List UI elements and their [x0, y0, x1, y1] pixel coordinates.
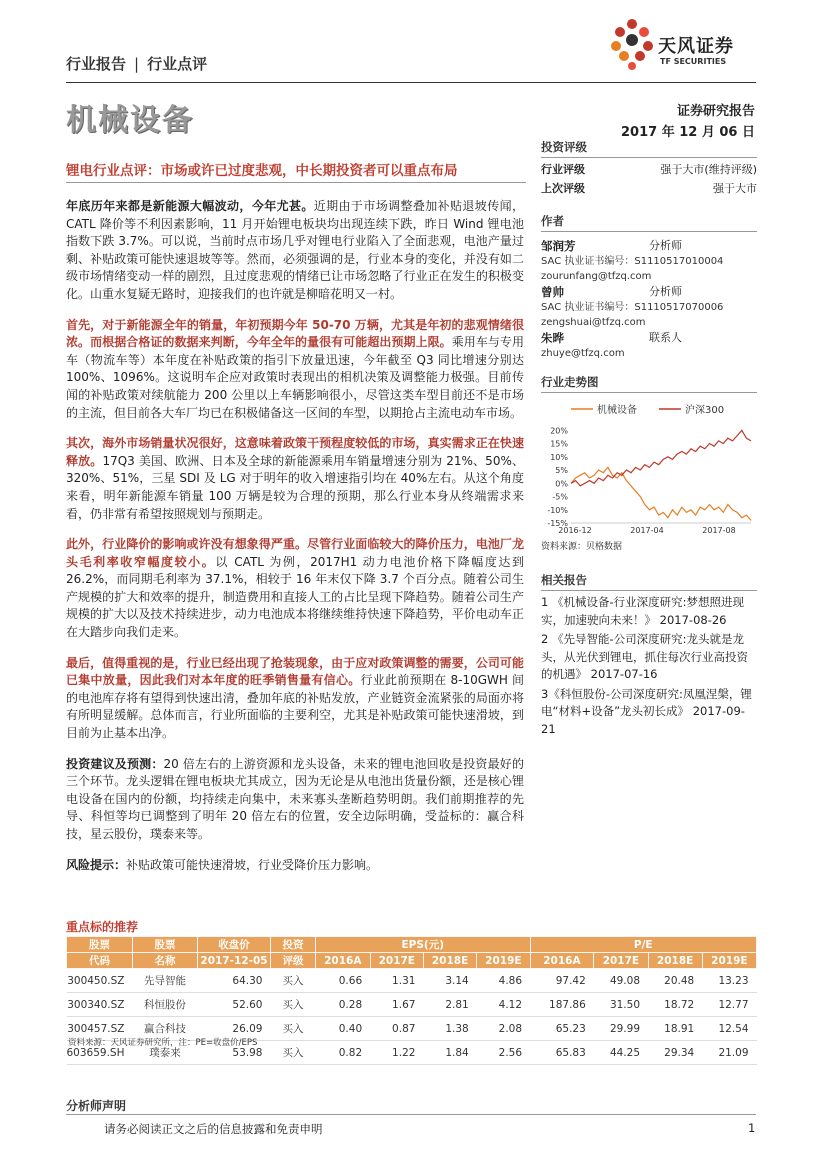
paragraph-text: 补贴政策可能快速滑坡，行业受降价压力影响。	[126, 857, 379, 872]
trend-chart	[541, 397, 757, 537]
col-subheader: 2017-12-05	[197, 953, 270, 969]
col-subheader: 2017E	[370, 953, 423, 969]
rating-value: 强于大市	[713, 182, 757, 195]
col-header-pe: P/E	[530, 937, 756, 953]
related-report-item[interactable]: 1 《机械设备-行业深度研究:梦想照进现实，加速驶向未来！》 2017-08-26	[541, 595, 744, 627]
disclaimer-heading: 分析师声明	[66, 1099, 127, 1113]
legend-label: 机械设备	[597, 405, 637, 416]
author-email[interactable]: zengshuai@tfzq.com	[541, 317, 646, 328]
col-subheader: 2016A	[530, 953, 594, 969]
col-subheader: 评级	[270, 953, 315, 969]
sector-title: 机械设备	[66, 103, 194, 138]
table-cell: 65.83	[530, 1041, 594, 1065]
x-tick-label: 2016-12	[558, 526, 592, 535]
y-tick-label: -10%	[547, 505, 568, 515]
series-line	[571, 430, 751, 486]
table-cell: 29.34	[648, 1041, 702, 1065]
author-section	[541, 213, 757, 361]
paragraph-emphasis: 首先，对于新能源全年的销量，年初预期今年 50-70 万辆，尤其是年初的悲观情绪很浓。而根据合格证的数据来判断，今年全年的量很有可能超出预期上限。	[66, 317, 524, 350]
table-cell: 买入	[270, 1041, 315, 1065]
author-card	[541, 238, 757, 284]
table-cell: 0.87	[370, 1017, 423, 1041]
author-email[interactable]: zourunfang@tfzq.com	[541, 271, 652, 282]
author-name: 朱晔	[541, 331, 564, 345]
body-paragraph	[66, 536, 524, 642]
col-subheader: 2018E	[423, 953, 476, 969]
table-cell: 31.50	[594, 993, 648, 1017]
table-cell: 赢合科技	[132, 1017, 197, 1041]
table-cell: 4.86	[477, 969, 530, 993]
legend-label: 沪深300	[685, 405, 725, 416]
y-tick-label: 10%	[550, 452, 568, 462]
table-cell: 3.14	[423, 969, 476, 993]
table-cell: 18.91	[648, 1017, 702, 1041]
paragraph-emphasis: 此外，行业降价的影响或许没有想象得严重。尽管行业面临较大的降价压力，电池厂龙头毛利率收窄幅度较小。	[66, 537, 524, 569]
paragraph-emphasis: 最后，值得重视的是，行业已经出现了抢装现象，由于应对政策调整的需要，公司可能已集中放量，因此我们对本年度的旺季销售量有信心。	[66, 655, 524, 688]
table-cell: 0.28	[315, 993, 370, 1017]
table-cell: 44.25	[594, 1041, 648, 1065]
author-sac: SAC 执业证书编号：S1110517070006	[541, 302, 724, 313]
footer-notice: 请务必阅读正文之后的信息披露和免责申明	[104, 1122, 323, 1136]
table-cell: 1.38	[423, 1017, 476, 1041]
table-cell: 300457.SZ	[67, 1017, 133, 1041]
table-cell: 52.60	[197, 993, 270, 1017]
paragraph-text: 17Q3 美国、欧洲、日本及全球的新能源乘用车销量增速分别为 21%、50%、320%、51%，三星 SDI 及 LG 对于明年的收入增速指引均在 40%左右。从这个角度来看，明年新能源车销量 100 万辆是较为合理的预期，那么行业本身从终端需求来看，仍非常有希望按照规划与预期走。	[66, 453, 524, 521]
category-separator: |	[134, 55, 140, 73]
report-category	[66, 53, 207, 74]
table-cell: 2.08	[477, 1017, 530, 1041]
paragraph-text: 以 CATL 为例，2017H1 动力电池价格下降幅度达到 26.2%，而同期毛利率为 37.1%，相较于 16 年末仅下降 3.7 个百分点。随着公司生产规模的扩大和效率的提升，制造费用和直接人工的占比呈现下降趋势。随着公司生产规模的扩大以及技术持续进步，动力电池成本将继续维持快速下降趋势，平价电动车正在大踏步向我们走来。	[66, 554, 524, 640]
paragraph-emphasis: 其次，海外市场销量状况很好，这意味着政策干预程度较低的市场，真实需求正在快速释放。	[66, 436, 524, 468]
paragraph-lead: 风险提示：	[66, 857, 127, 872]
header-divider	[66, 82, 756, 83]
author-role: 分析师	[649, 285, 682, 298]
rating-value: 强于大市(维持评级)	[660, 163, 757, 176]
paragraph-lead: 投资建议及预测：	[66, 756, 164, 771]
table-cell: 0.66	[315, 969, 370, 993]
rating-key: 上次评级	[541, 182, 585, 195]
table-cell: 300450.SZ	[67, 969, 133, 993]
table-row	[67, 969, 757, 993]
table-header-row	[67, 953, 757, 969]
table-cell: 1.67	[370, 993, 423, 1017]
col-header: 投资	[270, 937, 315, 953]
author-name: 邹润芳	[541, 239, 576, 253]
table-cell: 买入	[270, 1017, 315, 1041]
table-cell: 买入	[270, 969, 315, 993]
col-subheader: 2016A	[315, 953, 370, 969]
table-header-row	[67, 937, 757, 953]
table-cell: 先导智能	[132, 969, 197, 993]
rating-key: 行业评级	[541, 163, 585, 176]
table-cell: 4.12	[477, 993, 530, 1017]
rating-heading: 投资评级	[541, 139, 757, 158]
y-tick-label: -15%	[547, 519, 568, 528]
col-subheader: 2017E	[594, 953, 648, 969]
related-report-item[interactable]: 3《科恒股份-公司深度研究:凤凰涅槃，锂电“材料+设备”龙头初长成》 2017-09-21	[541, 686, 752, 736]
table-cell: 科恒股份	[132, 993, 197, 1017]
table-cell: 璞泰来	[132, 1041, 197, 1065]
y-tick-label: 20%	[550, 426, 568, 436]
body-paragraph	[66, 435, 524, 523]
col-header: 股票	[132, 937, 197, 953]
col-header: 股票	[67, 937, 133, 953]
logo-text-cn: 天风证券	[658, 36, 734, 57]
body-paragraph	[66, 317, 524, 423]
title-divider	[66, 182, 526, 183]
footer-divider	[66, 1114, 756, 1115]
table-cell: 0.82	[315, 1041, 370, 1065]
related-section	[541, 572, 757, 738]
table-cell: 187.86	[530, 993, 594, 1017]
rating-section	[541, 139, 757, 198]
table-title: 重点标的推荐	[66, 920, 139, 934]
col-header: 收盘价	[197, 937, 270, 953]
table-cell: 20.48	[648, 969, 702, 993]
table-cell: 18.72	[648, 993, 702, 1017]
paragraph-text: 近期由于市场调整叠加补贴退坡传闻，CATL 降价等不利因素影响，11 月开始锂电板块均出现连续下跌，昨日 Wind 锂电池指数下跌 3.7%。可以说，当前时点市场几乎对锂电行业陷入了全面悲观，电池产量过剩、补贴政策可能快速退坡等等。然而，必须强调的是，行业本身的变化，并没有如二级市场情绪变动一样的剧烈，且过度悲观的情绪已让市场忽略了行业正在发生的积极变化。山重水复疑无路时，迎接我们的也许就是柳暗花明又一村。	[66, 199, 524, 301]
logo-mark-icon	[608, 14, 656, 72]
report-title: 锂电行业点评：市场或许已过度悲观，中长期投资者可以重点布局	[66, 163, 458, 179]
paragraph-lead: 年底历年来都是新能源大幅波动，今年尤甚。	[66, 199, 314, 213]
company-logo	[608, 14, 758, 74]
table-cell: 12.54	[702, 1017, 756, 1041]
table-cell: 21.09	[702, 1041, 756, 1065]
y-tick-label: 15%	[550, 439, 568, 449]
table-source-note: 资料来源：天风证券研究所，注：PE=收盘价/EPS	[68, 1038, 258, 1048]
series-line	[571, 467, 751, 520]
body-paragraph	[66, 198, 524, 304]
table-cell: 26.09	[197, 1017, 270, 1041]
subcategory-label: 行业点评	[147, 55, 208, 73]
author-role: 分析师	[649, 239, 682, 252]
col-subheader: 2018E	[648, 953, 702, 969]
table-cell: 603659.SH	[67, 1041, 133, 1065]
table-cell: 13.23	[702, 969, 756, 993]
table-cell: 1.22	[370, 1041, 423, 1065]
trend-section	[541, 374, 757, 552]
author-card	[541, 284, 757, 330]
table-cell: 2.56	[477, 1041, 530, 1065]
author-name: 曾帅	[541, 285, 564, 299]
table-cell: 49.08	[594, 969, 648, 993]
x-tick-label: 2017-08	[702, 526, 736, 535]
paragraph-text: 乘用车与专用车（物流车等）本年度在补贴政策的指引下放量迅速，今年截至 Q3 同比增速分别达 100%、1096%。这说明车企应对政策时表现出的相机决策及调整能力极强。目前传闻的补贴政策对续航能力 200 公里以上车辆影响很小，尽管这类车型目前还不是市场的主流，但目前各大车厂均已在积极储备这一区间的车型，以期抢占主流电动车市场。	[66, 335, 524, 420]
rating-row-current	[541, 160, 757, 179]
report-type: 证券研究报告	[676, 104, 755, 119]
table-cell: 1.31	[370, 969, 423, 993]
y-tick-label: 5%	[555, 466, 568, 476]
col-subheader: 代码	[67, 953, 133, 969]
body-paragraph	[66, 857, 524, 875]
table-cell: 53.98	[197, 1041, 270, 1065]
body-paragraph	[66, 756, 524, 844]
author-card	[541, 330, 757, 361]
rating-row-previous	[541, 179, 757, 198]
table-cell: 12.77	[702, 993, 756, 1017]
table-cell: 300340.SZ	[67, 993, 133, 1017]
table-row	[67, 993, 757, 1017]
table-cell: 买入	[270, 993, 315, 1017]
col-subheader: 名称	[132, 953, 197, 969]
table-cell: 64.30	[197, 969, 270, 993]
trend-heading: 行业走势图	[541, 374, 757, 393]
author-role: 联系人	[649, 331, 682, 344]
table-cell: 1.84	[423, 1041, 476, 1065]
related-heading: 相关报告	[541, 572, 757, 591]
paragraph-text: 行业此前预期在 8-10GWH 间的电池库存将有望得到快速出清，叠加年底的补贴发放，产业链资金流紧张的局面亦将有所明显缓解。总体而言，行业所面临的主要利空，尤其是补贴政策可能快速滑坡，到目前为止基本出净。	[66, 673, 524, 741]
report-body	[66, 198, 524, 887]
x-tick-label: 2017-04	[630, 526, 664, 535]
report-date: 2017 年 12 月 06 日	[621, 125, 755, 140]
table-cell: 65.23	[530, 1017, 594, 1041]
author-heading: 作者	[541, 213, 757, 232]
y-tick-label: -5%	[552, 492, 568, 502]
author-sac: SAC 执业证书编号：S1110517010004	[541, 256, 724, 267]
logo-text-en: TF SECURITIES	[660, 57, 727, 66]
category-label: 行业报告	[66, 55, 127, 73]
related-report-item[interactable]: 2 《先导智能-公司深度研究:龙头就是龙头，从光伏到锂电，抓住每次行业高投资的机遇》 2017-07-16	[541, 632, 748, 681]
chart-source: 资料来源：贝格数据	[541, 542, 623, 552]
table-cell: 29.99	[594, 1017, 648, 1041]
col-subheader: 2019E	[702, 953, 756, 969]
col-subheader: 2019E	[477, 953, 530, 969]
table-cell: 97.42	[530, 969, 594, 993]
page-number: 1	[748, 1121, 756, 1135]
paragraph-text: 20 倍左右的上游资源和龙头设备，未来的锂电池回收是投资最好的三个环节。龙头逻辑在锂电板块尤其成立，因为无论是从电池出货量份额，还是核心锂电设备在国内的份额，均持续走向集中，未来寡头垄断趋势明朗。我们前期推荐的先导、科恒等均已调整到了明年 20 倍左右的位置，安全边际明确，受益标的：赢合科技，星云股份，璞泰来等。	[66, 756, 524, 841]
y-tick-label: 0%	[555, 479, 568, 489]
author-email[interactable]: zhuye@tfzq.com	[541, 348, 625, 359]
table-cell: 0.40	[315, 1017, 370, 1041]
table-cell: 2.81	[423, 993, 476, 1017]
col-header-eps: EPS(元)	[315, 937, 530, 953]
body-paragraph	[66, 655, 524, 743]
